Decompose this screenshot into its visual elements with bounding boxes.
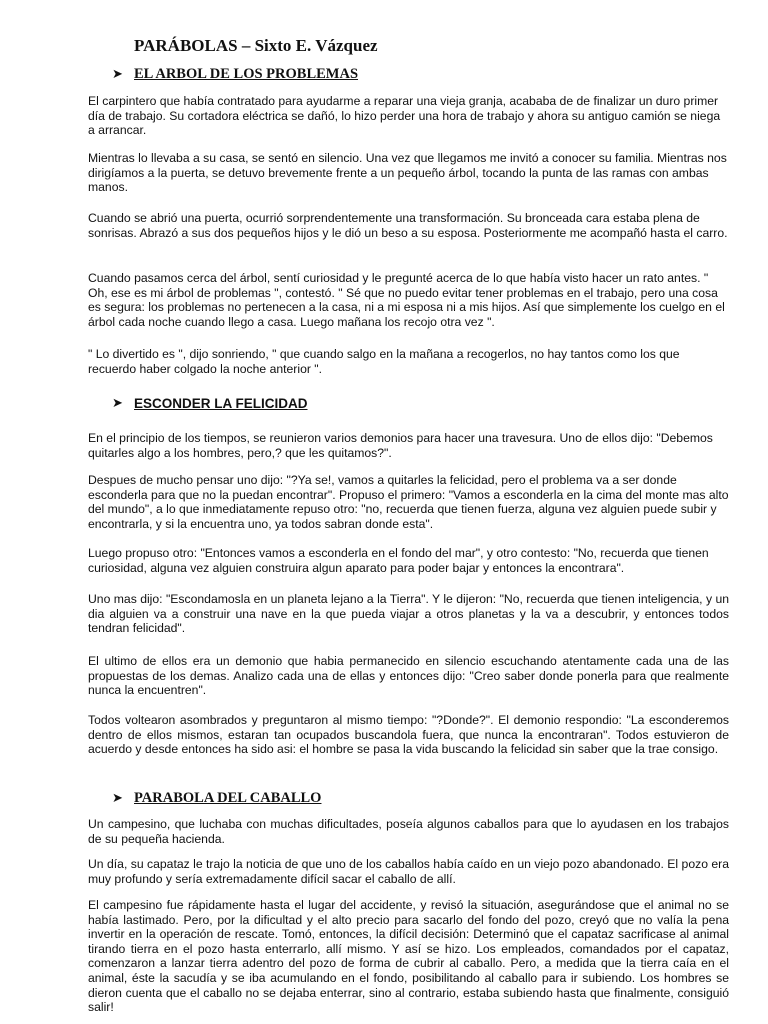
paragraph: " Lo divertido es ", dijo sonriendo, " que cuando salgo en la mañana a recogerlos, no hay tantos como los que recuerdo haber colgado la noche anterior ".	[88, 347, 680, 376]
section-heading-text: ESCONDER LA FELICIDAD	[134, 396, 308, 411]
paragraph: El campesino fue rápidamente hasta el lugar del accidente, y revisó la situación, asegurándose que el animal no se había lastimado. Pero, por la dificultad y el alto precio para sacarlo del fondo del pozo, creyó que no valía la pena invertir en la operación de rescate. Tomó, entonces, la difícil decisión: Determinó que el capataz sacrificase al animal tirando tierra en el pozo hasta enterrarlo, allí mismo. Y así se hizo. Los empleados, comandados por el capataz, comenzaron a lanzar tierra adentro del pozo de forma de cubrir al caballo. Pero, a medida que la tierra caía en el animal, éste la sacudía y se iba acumulando en el fondo, posibilitando al caballo para ir subiendo. Los hombres se dieron cuenta que el caballo no se dejaba enterrar, sino al contrario, estaba subiendo hasta que finalmente, consiguió salir!	[88, 898, 729, 1015]
arrowhead-bullet-icon: ➤	[112, 396, 123, 411]
paragraph: Despues de mucho pensar uno dijo: "?Ya se!, vamos a quitarles la felicidad, pero el problema va a ser donde esconderla para que no la puedan encontrar". Propuso el primero: "Vamos a esconderla en la cima del monte mas alto del mundo", a lo que inmediatamente repuso otro: "no, recuerda que tienen fuerza, alguna vez alguien puede subir y encontrarla, y si la encuentra uno, ya todos sabran donde esta".	[88, 473, 729, 531]
arrowhead-bullet-icon: ➤	[112, 791, 123, 806]
section-heading-text: PARABOLA DEL CABALLO	[134, 790, 322, 806]
paragraph: Un día, su capataz le trajo la noticia de que uno de los caballos había caído en un viejo pozo abandonado. El pozo era muy profundo y sería extremadamente difícil sacar el caballo de allí.	[88, 857, 729, 886]
paragraph: El ultimo de ellos era un demonio que habia permanecido en silencio escuchando atentamente cada una de las propuestas de los demas. Analizo cada una de ellas y entonces dijo: "Creo saber donde ponerla para que realmente nunca la encuentren".	[88, 654, 729, 698]
paragraph: Un campesino, que luchaba con muchas dificultades, poseía algunos caballos para que lo ayudasen en los trabajos de su pequeña hacienda.	[88, 817, 729, 846]
section-heading-felicidad	[112, 396, 308, 411]
paragraph: Todos voltearon asombrados y preguntaron al mismo tiempo: "?Donde?". El demonio respondio: "La esconderemos dentro de ellos mismos, estaran tan ocupados buscandola fuera, que nunca la encontraran". Todos estuvieron de acuerdo y desde entonces ha sido asi: el hombre se pasa la vida buscando la felicidad sin saber que la trae consigo.	[88, 713, 729, 757]
paragraph: Luego propuso otro: "Entonces vamos a esconderla en el fondo del mar", y otro contesto: "No, recuerda que tienen curiosidad, alguna vez alguien construira algun aparato para poder bajar y entonces la encontrara".	[88, 546, 709, 575]
arrowhead-bullet-icon: ➤	[112, 67, 123, 82]
paragraph: Uno mas dijo: "Escondamosla en un planeta lejano a la Tierra". Y le dijeron: "No, recuerda que tienen inteligencia, y un dia alguien va a construir una nave en la que pueda viajar a otros planetas y la va a descubrir, y entonces todos tendran felicidad".	[88, 592, 729, 636]
paragraph: Cuando pasamos cerca del árbol, sentí curiosidad y le pregunté acerca de lo que había visto hacer un rato antes. " Oh, ese es mi árbol de problemas ", contestó. " Sé que no puedo evitar tener problemas en el trabajo, pero una cosa es segura: los problemas no pertenecen a la casa, ni a mi esposa ni a mis hijos. Así que simplemente los cuelgo en el árbol cada noche cuando llego a casa. Luego mañana los recojo otra vez ".	[88, 271, 725, 329]
section-heading-text: EL ARBOL DE LOS PROBLEMAS	[134, 66, 359, 82]
paragraph: En el principio de los tiempos, se reunieron varios demonios para hacer una travesura. Uno de ellos dijo: "Debemos quitarles algo a los hombres, pero,? que les quitamos?".	[88, 431, 713, 460]
paragraph: Mientras lo llevaba a su casa, se sentó en silencio. Una vez que llegamos me invitó a conocer su familia. Mientras nos dirigíamos a la puerta, se detuvo brevemente frente a un pequeño árbol, tocando la punta de las ramas con ambas manos.	[88, 151, 727, 195]
document-title: PARÁBOLAS – Sixto E. Vázquez	[134, 36, 378, 55]
paragraph: Cuando se abrió una puerta, ocurrió sorprendentemente una transformación. Su bronceada cara estaba plena de sonrisas. Abrazó a sus dos pequeños hijos y le dió un beso a su esposa. Posteriormente me acompañó hasta el carro.	[88, 211, 728, 240]
paragraph: El carpintero que había contratado para ayudarme a reparar una vieja granja, acababa de de finalizar un duro primer día de trabajo. Su cortadora eléctrica se dañó, lo hizo perder una hora de trabajo y ahora su antiguo camión se niega a arrancar.	[88, 94, 721, 138]
section-heading-caballo	[112, 790, 321, 807]
section-heading-arbol	[112, 66, 358, 83]
